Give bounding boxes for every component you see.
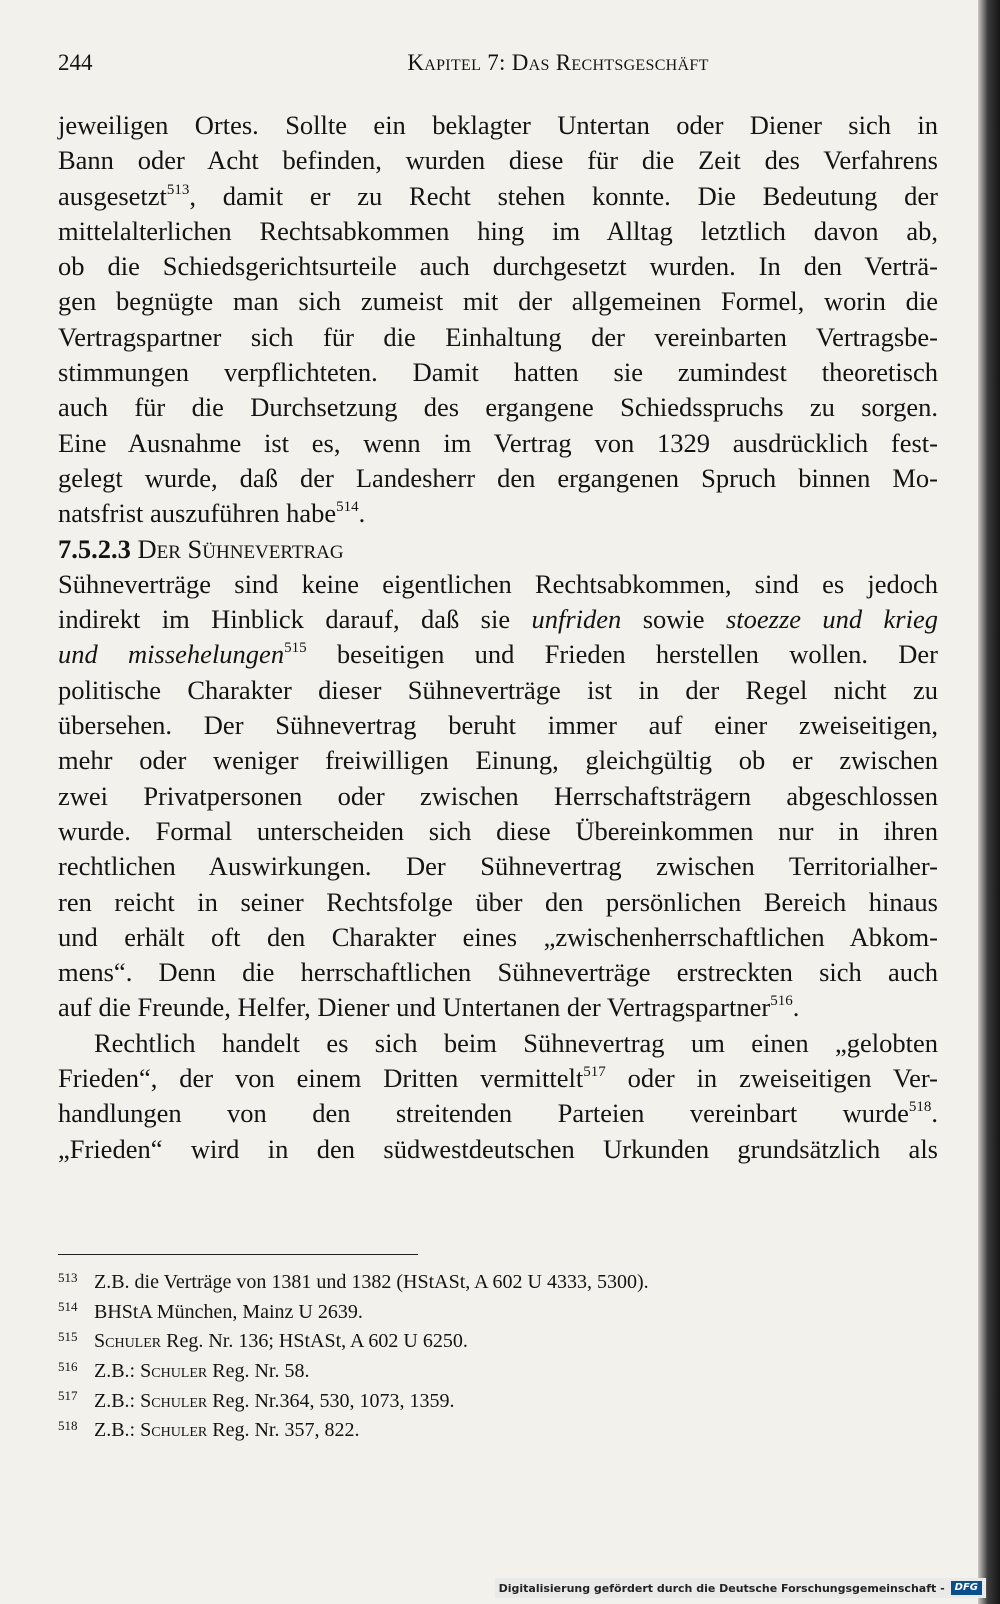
text-line: ren reicht in seiner Rechtsfolge über den persönlichen Bereich hinaus [58, 886, 938, 917]
text-line: gen begnügte man sich zumeist mit der allgemeinen Formel, worin die [58, 286, 938, 317]
text-line [58, 179, 938, 214]
footnote-ref: 514 [336, 499, 359, 516]
funding-text: Digitalisierung gefördert durch die Deutsche Forschungsgemeinschaft - [498, 1581, 945, 1595]
text-run: auf die Freunde, Helfer, Diener und Untertanen der Vertragspartner [58, 992, 771, 1023]
text-line: mittelalterlichen Rechtsabkommen hing im Alltag letztlich davon ab, [58, 215, 938, 246]
text-line: Eine Ausnahme ist es, wenn im Vertrag von 1329 ausdrücklich fest- [58, 427, 938, 458]
footnote: 513 Z.B. die Verträge von 1381 und 1382 (HStASt, A 602 U 4333, 5300). [58, 1269, 649, 1293]
italic-term: und missehelungen [58, 639, 285, 670]
footnote: 514 BHStA München, Mainz U 2639. [58, 1299, 363, 1323]
body-text [58, 108, 938, 1167]
text-line: gelegt wurde, daß der Landesherr den ergangenen Spruch binnen Mo- [58, 462, 938, 493]
paragraph-3 [58, 1026, 938, 1167]
italic-term: unfriden [531, 604, 622, 635]
text-run: beseitigen und Frieden herstellen wollen. Der [306, 639, 938, 670]
text-line: Rechtlich handelt es sich beim Sühnevertrag um einen „gelobten [94, 1027, 938, 1058]
footnote-author: Schuler [140, 1419, 208, 1442]
paragraph-1 [58, 108, 938, 532]
footnote: 515 Schuler Reg. Nr. 136; HStASt, A 602 U 6250. [58, 1328, 468, 1353]
text-run: sowie [621, 604, 726, 635]
section-number: 7.5.2.3 [58, 533, 131, 564]
footnote-text: Z.B. die Verträge von 1381 und 1382 (HStASt, A 602 U 4333, 5300). [94, 1271, 649, 1293]
paragraph-2 [58, 567, 938, 1026]
footnote-ref: 518 [908, 1099, 932, 1116]
text-run: oder in zweiseitigen Ver- [605, 1063, 939, 1094]
text-line: zwei Privatpersonen oder zwischen Herrschaftsträgern abgeschlossen [58, 780, 938, 811]
footnote-text: Reg. Nr. 58. [207, 1360, 310, 1383]
text-run: indirekt im Hinblick darauf, daß sie [58, 604, 532, 635]
text-run: handlungen von den streitenden Parteien vereinbart wurde [58, 1098, 909, 1129]
footnote-text: Reg. Nr. 136; HStASt, A 602 U 6250. [161, 1330, 468, 1353]
text-line: ob die Schiedsgerichtsurteile auch durchgesetzt wurden. In den Verträ- [58, 251, 938, 282]
text-line: übersehen. Der Sühnevertrag beruht immer auf einer zweiseitigen, [58, 710, 938, 741]
italic-term: stoezze und krieg [725, 604, 938, 635]
footnote-author: Schuler [140, 1389, 208, 1412]
text-run: , damit er zu Recht stehen konnte. Die Bedeutung der [189, 180, 938, 211]
text-line [58, 990, 938, 1025]
footnote: 518 Z.B.: Schuler Reg. Nr. 357, 822. [58, 1417, 360, 1442]
text-line [58, 602, 938, 637]
text-line: mens“. Denn die herrschaftlichen Sühneverträge erstreckten sich auch [58, 957, 938, 988]
text-run: ausgesetzt [58, 180, 167, 211]
text-line: rechtlichen Auswirkungen. Der Sühnevertrag zwischen Territorialher- [58, 851, 938, 882]
footnote-text: Z.B.: [94, 1419, 141, 1442]
footnote-ref: 516 [770, 993, 793, 1010]
text-line: und erhält oft den Charakter eines „zwischenherrschaftlichen Abkom- [58, 921, 938, 952]
footnote-text: Z.B.: [94, 1360, 141, 1383]
text-line [58, 637, 938, 672]
footnote-text: Reg. Nr.364, 530, 1073, 1359. [207, 1389, 455, 1412]
text-run: natsfrist auszuführen habe [58, 498, 337, 529]
footnote-text: BHStA München, Mainz U 2639. [94, 1300, 363, 1323]
text-line [58, 1096, 938, 1131]
running-head: Kapitel 7: Das Rechtsgeschäft [407, 50, 709, 75]
text-run: . [358, 498, 366, 529]
footnote: 516 Z.B.: Schuler Reg. Nr. 58. [58, 1358, 310, 1383]
text-line: Sühneverträge sind keine eigentlichen Rechtsabkommen, sind es jedoch [58, 568, 938, 599]
text-line: wurde. Formal unterscheiden sich diese Übereinkommen nur in ihren [58, 815, 938, 846]
page-header [58, 50, 958, 82]
section-heading [58, 532, 938, 567]
text-line [58, 496, 938, 531]
footnote-text: Z.B.: [94, 1389, 141, 1412]
footnote-ref: 513 [166, 181, 190, 198]
text-line: politische Charakter dieser Sühneverträge ist in der Regel nicht zu [58, 674, 938, 705]
footnote-author: Schuler [94, 1330, 162, 1353]
text-line: jeweiligen Ortes. Sollte ein beklagter Untertan oder Diener sich in [58, 110, 938, 140]
text-line: mehr oder weniger freiwilligen Einung, gleichgültig ob er zwischen [58, 745, 938, 776]
section-title: Der Sühnevertrag [137, 533, 344, 564]
footnote-ref: 515 [284, 640, 307, 657]
footnote: 517 Z.B.: Schuler Reg. Nr.364, 530, 1073, 1359. [58, 1388, 455, 1412]
funding-banner [495, 1578, 986, 1598]
dfg-logo: DFG [951, 1581, 982, 1595]
footnote-text: Reg. Nr. 357, 822. [207, 1419, 360, 1442]
footnote-rule [58, 1254, 418, 1255]
page-edge-shadow [978, 0, 1000, 1604]
text-line: auch für die Durchsetzung des ergangene Schiedsspruchs zu sorgen. [58, 392, 938, 423]
footnote-ref: 517 [583, 1063, 606, 1080]
footnote-author: Schuler [140, 1360, 208, 1383]
text-run: Frieden“, der von einem Dritten vermittelt [58, 1063, 584, 1094]
text-line: Vertragspartner sich für die Einhaltung der vereinbarten Vertragsbe- [58, 321, 938, 352]
text-run: . [931, 1098, 938, 1129]
text-run: . [792, 992, 800, 1023]
text-line [58, 1061, 938, 1096]
page-number: 244 [58, 50, 93, 75]
text-line: stimmungen verpflichteten. Damit hatten sie zumindest theoretisch [58, 357, 938, 388]
text-line: „Frieden“ wird in den südwestdeutschen Urkunden grundsätzlich als [58, 1133, 938, 1164]
text-line: Bann oder Acht befinden, wurden diese für die Zeit des Verfahrens [58, 145, 938, 176]
footnotes [58, 1268, 938, 1446]
